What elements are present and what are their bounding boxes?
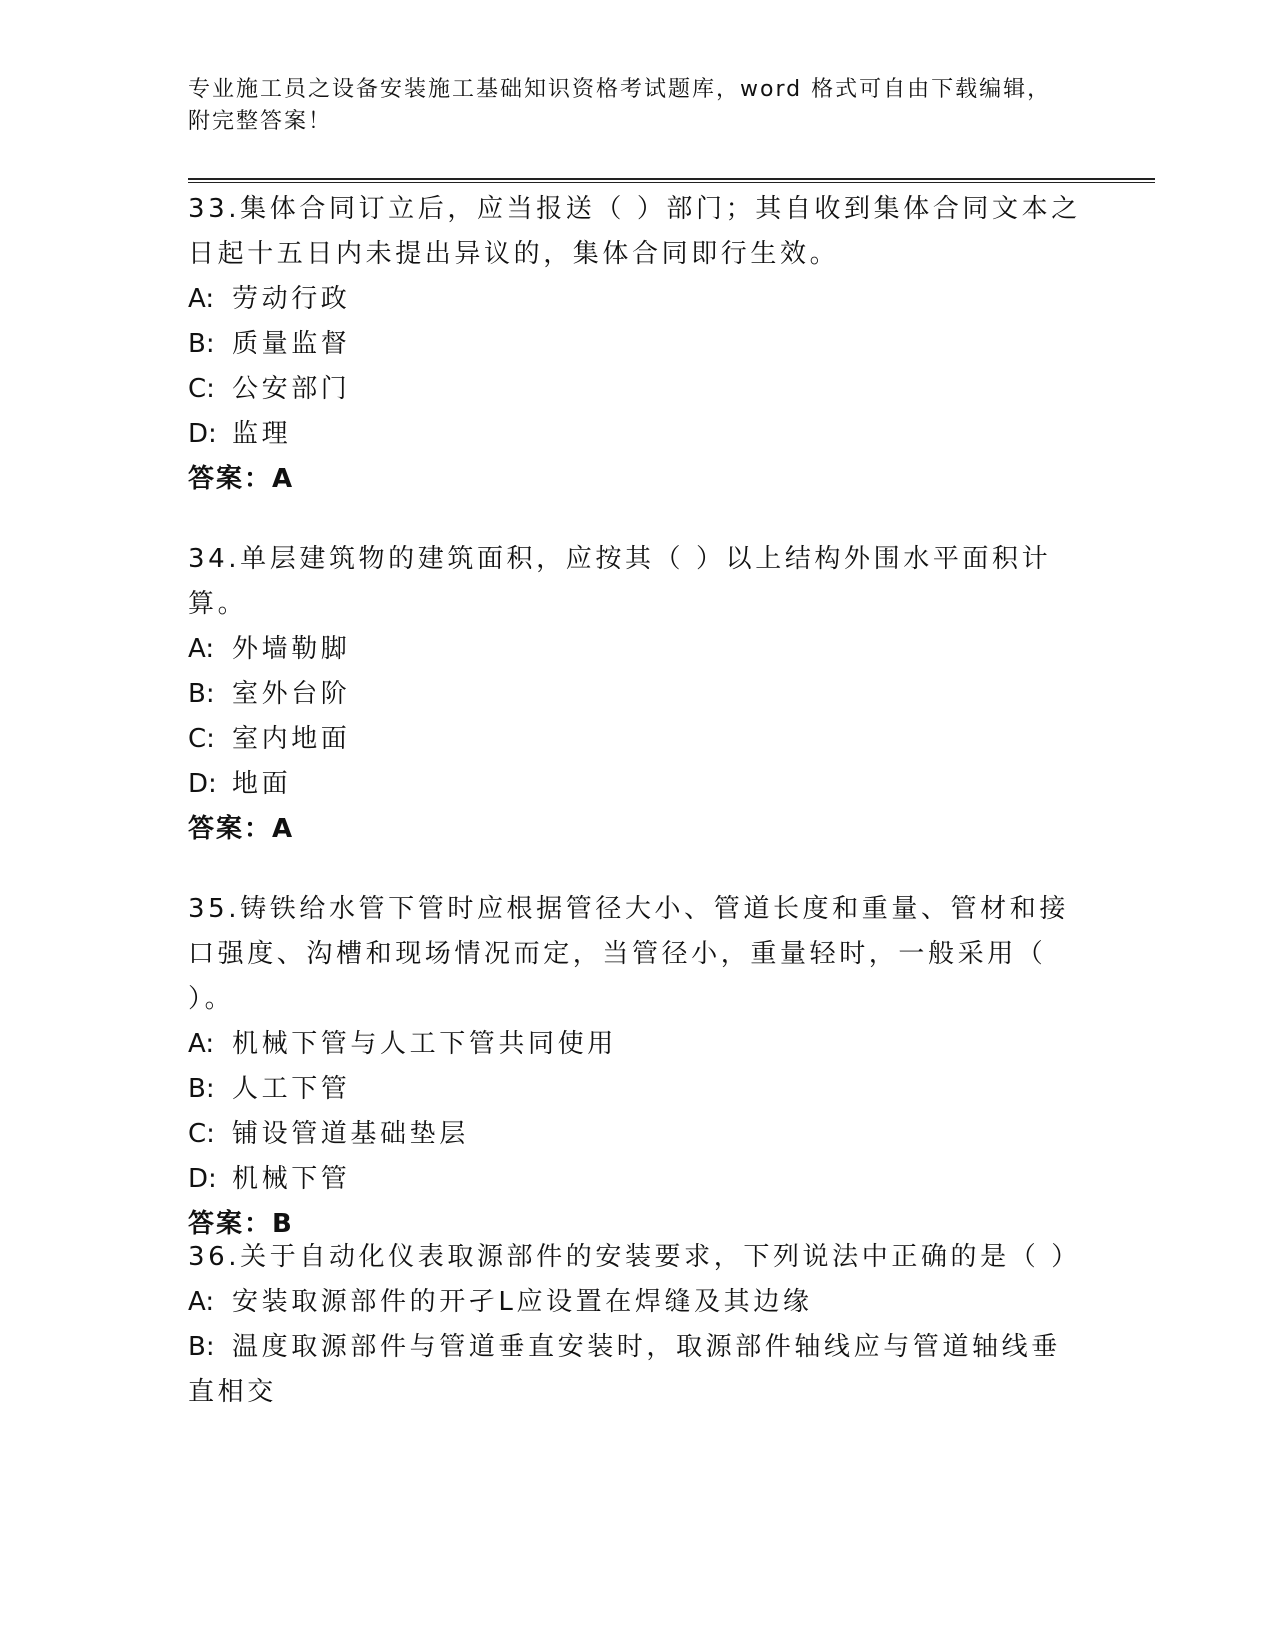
option-text: 人工下管 — [232, 1074, 351, 1104]
option-a — [188, 627, 1088, 672]
answer-label: 答案： — [188, 1209, 273, 1239]
option-text: 公安部门 — [232, 374, 351, 404]
option-letter: C: — [188, 1119, 215, 1149]
option-text: 室内地面 — [232, 724, 351, 754]
option-letter: D: — [188, 769, 217, 799]
answer-value: A — [272, 464, 295, 494]
option-letter: B: — [188, 1074, 215, 1104]
answer-value: B — [272, 1209, 294, 1239]
question-stem: 34.单层建筑物的建筑面积，应按其（ ）以上结构外围水平面积计算。 — [188, 544, 1052, 619]
header-line-2: 附完整答案！ — [188, 109, 333, 134]
option-text: 机械下管 — [232, 1164, 351, 1194]
option-a — [188, 277, 1088, 322]
option-b — [188, 1325, 1088, 1415]
option-letter: A: — [188, 1287, 215, 1317]
option-d — [188, 762, 1088, 807]
option-letter: B: — [188, 679, 215, 709]
option-text: 质量监督 — [232, 329, 351, 359]
option-text: 机械下管与人工下管共同使用 — [232, 1029, 617, 1059]
option-text: 劳动行政 — [232, 284, 351, 314]
document-header — [188, 74, 1068, 138]
option-text: 监理 — [232, 419, 292, 449]
option-b — [188, 672, 1088, 717]
option-letter: A: — [188, 1029, 215, 1059]
option-text: 铺设管道基础垫层 — [232, 1119, 469, 1149]
option-letter: C: — [188, 374, 215, 404]
option-text: 安装取源部件的开孑L应设置在焊缝及其边缘 — [232, 1287, 813, 1317]
option-c — [188, 1112, 1088, 1157]
question-36 — [188, 1235, 1088, 1415]
option-text: 地面 — [232, 769, 292, 799]
option-letter: D: — [188, 1164, 217, 1194]
option-d — [188, 412, 1088, 457]
header-divider — [188, 178, 1155, 183]
option-letter: A: — [188, 284, 215, 314]
question-35 — [188, 887, 1088, 1247]
option-letter: B: — [188, 329, 215, 359]
question-34 — [188, 537, 1088, 852]
option-d — [188, 1157, 1088, 1202]
option-text: 室外台阶 — [232, 679, 351, 709]
header-line-1: 专业施工员之设备安装施工基础知识资格考试题库，word 格式可自由下载编辑， — [188, 77, 1052, 102]
option-c — [188, 367, 1088, 412]
option-b — [188, 322, 1088, 367]
option-text: 外墙勒脚 — [232, 634, 351, 664]
option-b — [188, 1067, 1088, 1112]
question-stem: 33.集体合同订立后，应当报送（ ）部门；其自收到集体合同文本之日起十五日内未提出异议的，集体合同即行生效。 — [188, 194, 1081, 269]
answer-line — [188, 457, 1088, 502]
option-a — [188, 1022, 1088, 1067]
option-c — [188, 717, 1088, 762]
question-stem: 35.铸铁给水管下管时应根据管径大小、管道长度和重量、管材和接口强度、沟槽和现场情况而定，当管径小，重量轻时，一般采用（ ）。 — [188, 894, 1069, 1014]
option-letter: D: — [188, 419, 217, 449]
option-letter: C: — [188, 724, 215, 754]
option-letter: A: — [188, 634, 215, 664]
answer-label: 答案： — [188, 814, 273, 844]
question-stem: 36.关于自动化仪表取源部件的安装要求，下列说法中正确的是（ ） — [188, 1242, 1081, 1272]
answer-line — [188, 807, 1088, 852]
option-a — [188, 1280, 1088, 1325]
answer-label: 答案： — [188, 464, 273, 494]
option-letter: B: — [188, 1332, 215, 1362]
question-33 — [188, 187, 1088, 502]
option-text: 温度取源部件与管道垂直安装时，取源部件轴线应与管道轴线垂直相交 — [188, 1332, 1061, 1407]
answer-value: A — [272, 814, 295, 844]
